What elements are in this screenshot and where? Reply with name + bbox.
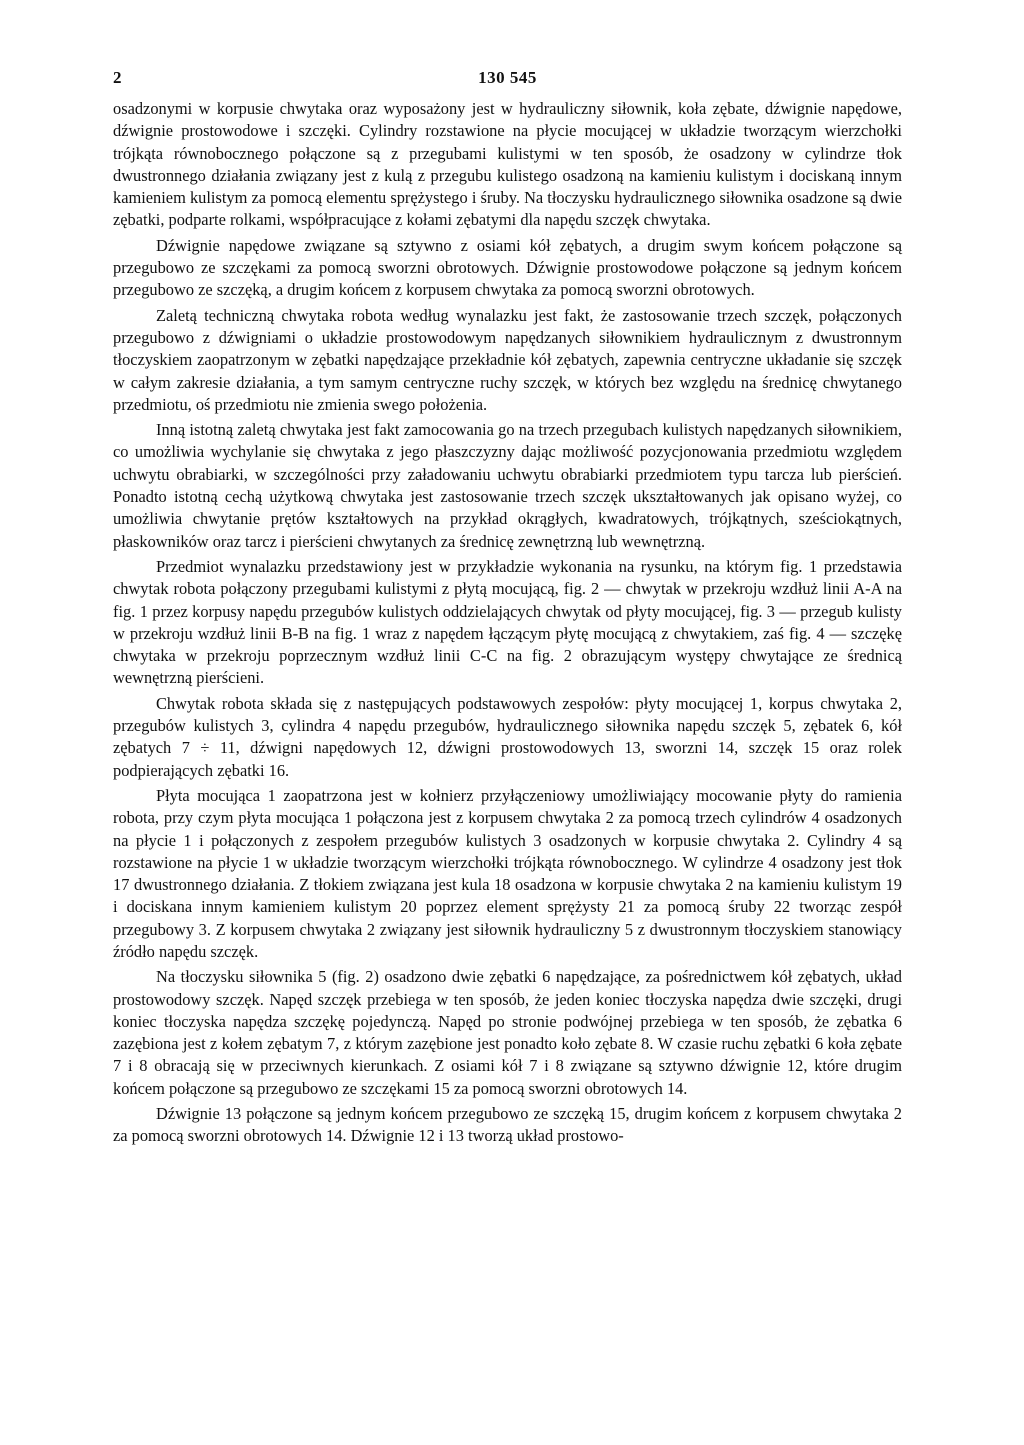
- paragraph: Zaletą techniczną chwytaka robota według wynalazku jest fakt, że zastosowanie trzech szczęk, połączonych przegubowo z dźwigniami o układzie prostowodowym napędzanych siłownikiem hydraulicznym z dwustronnym tłoczyskiem zaopatrzonym w zębatki napędzające przekładnie kół zębatych, zapewnia centryczne układanie się szczęk w całym zakresie działania, a tym samym centryczne ruchy szczęk, w których bez względu na średnicę chwytanego przedmiotu, oś przedmiotu nie zmienia swego położenia.: [113, 305, 902, 414]
- paragraph: osadzonymi w korpusie chwytaka oraz wyposażony jest w hydrauliczny siłownik, koła zębate, dźwignie napędowe, dźwignie prostowodowe i szczęki. Cylindry rozstawione na płycie mocującej w układzie tworzącym wierzchołki trójkąta równobocznego połączone są z przegubami kulistymi w ten sposób, że osadzony w cylindrze tłok dwustronnego działania związany jest z kulą z przegubu kulistego osadzoną na kamieniu kulistym i dociskaną innym kamieniem kulistym za pomocą elementu sprężystego i śruby. Na tłoczysku hydraulicznego siłownika osadzone są dwie zębatki, podparte rolkami, współpracujące z kołami zębatymi dla napędu szczęk chwytaka.: [113, 99, 902, 230]
- paragraph: Przedmiot wynalazku przedstawiony jest w przykładzie wykonania na rysunku, na którym fig. 1 przedstawia chwytak robota połączony przegubami kulistymi z płytą mocującą, fig. 2 — chwytak w przekroju wzdłuż linii A-A na fig. 1 przez korpusy napędu przegubów kulistych oddzielających chwytak od płyty mocującej, fig. 3 — przegub kulisty w przekroju wzdłuż linii B-B na fig. 1 wraz z napędem łączącym płytę mocującą z chwytakiem, zaś fig. 4 — szczękę chwytaka w przekroju poprzecznym wzdłuż linii C-C na fig. 2 obrazującym występy chwytające ze średnicą wewnętrzną pierścieni.: [113, 556, 902, 688]
- paragraph: Dźwignie 13 połączone są jednym końcem przegubowo ze szczęką 15, drugim końcem z korpusem chwytaka 2 za pomocą sworzni obrotowych 14. Dźwignie 12 i 13 tworzą układ prostowo-: [113, 1104, 902, 1146]
- paragraph: Chwytak robota składa się z następujących podstawowych zespołów: płyty mocującej 1, korpus chwytaka 2, przegubów kulistych 3, cylindra 4 napędu przegubów, hydraulicznego siłownika napędu szczęk 5, zębatek 6, kół zębatych 7 ÷ 11, dźwigni napędowych 12, dźwigni prostowodowych 13, sworzni 14, szczęk 15 oraz rolek podpierających zębatki 16.: [113, 693, 902, 780]
- page-number: 2: [113, 68, 122, 87]
- paragraph: Dźwignie napędowe związane są sztywno z osiami kół zębatych, a drugim swym końcem połączone są przegubowo ze szczękami za pomocą sworzni obrotowych. Dźwignie prostowodowe połączone są jednym końcem przegubowo ze szczęką, a drugim końcem z korpusem chwytaka za pomocą sworzni obrotowych.: [113, 235, 902, 300]
- document-page: [113, 68, 902, 1148]
- body-text: [113, 98, 902, 1148]
- paragraph: Płyta mocująca 1 zaopatrzona jest w kołnierz przyłączeniowy umożliwiający mocowanie płyty do ramienia robota, przy czym płyta mocująca 1 połączona jest z korpusem chwytaka 2 za pomocą trzech cylindrów 4 osadzonych na płycie 1 i połączonych z zespołem przegubów kulistych 3 osadzonych w korpusie chwytaka 2. Cylindry 4 są rozstawione na płycie 1 w układzie tworzącym wierzchołki trójkąta równobocznego. W cylindrze 4 osadzony jest tłok 17 dwustronnego działania. Z tłokiem związana jest kula 18 osadzona w korpusie chwytaka 2 na kamieniu kulistym 19 i dociskana innym kamieniem kulistym 20 poprzez element sprężysty 21 za pomocą śruby 22 tworząc zespół przegubowy 3. Z korpusem chwytaka 2 związany jest siłownik hydrauliczny 5 z dwustronnym tłoczyskiem stanowiący źródło napędu szczęk.: [113, 785, 902, 961]
- patent-number: 130 545: [478, 68, 537, 87]
- paragraph: Na tłoczysku siłownika 5 (fig. 2) osadzono dwie zębatki 6 napędzające, za pośrednictwem kół zębatych, układ prostowodowy szczęk. Napęd szczęk przebiega w ten sposób, że jeden koniec tłoczyska napędza dwie szczęki, drugi koniec tłoczyska napędza szczękę pojedynczą. Napęd po stronie podwójnej przebiega w ten sposób, że zębatka 6 zazębiona jest z kołem zębatym 7, z którym zazębione jest ponadto koło zębate 8. W czasie ruchu zębatki 6 koła zębate 7 i 8 obracają się w przeciwnych kierunkach. Z osiami kół 7 i 8 związane są sztywno dźwignie 12, które drugim końcem połączone są przegubowo ze szczękami 15 za pomocą sworzni obrotowych 14.: [113, 967, 902, 1098]
- page-header: [113, 68, 902, 98]
- paragraph: Inną istotną zaletą chwytaka jest fakt zamocowania go na trzech przegubach kulistych napędzanych siłownikiem, co umożliwia wychylanie się chwytaka z jego płaszczyzny dając możliwość pozycjonowania przedmiotu względem uchwytu obrabiarki, w szczególności przy załadowaniu uchwytu obrabiarki przedmiotem typu tarcza lub pierścień. Ponadto istotną cechą użytkową chwytaka jest zastosowanie trzech szczęk ukształtowanych jak opisano wyżej, co umożliwia chwytanie prętów kształtowych na przykład okrągłych, kwadratowych, trójkątnych, sześciokątnych, płaskowników oraz tarcz i pierścieni chwytanych za średnicę zewnętrzną lub wewnętrzną.: [113, 420, 902, 551]
